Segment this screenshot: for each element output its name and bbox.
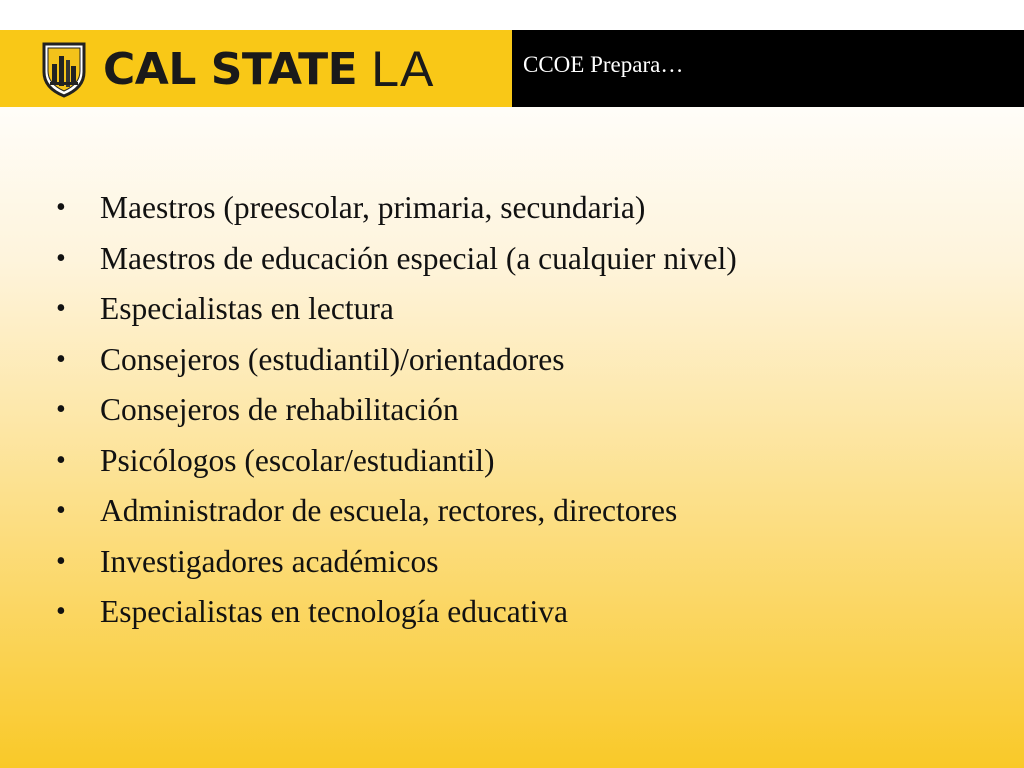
- bullet-text: Maestros de educación especial (a cualquier nivel): [100, 240, 737, 276]
- bullet-item: [56, 587, 737, 638]
- bullet-text: Maestros (preescolar, primaria, secundaria): [100, 190, 646, 225]
- title-bar: [512, 30, 1024, 107]
- bullet-item: [56, 284, 737, 335]
- brand-logo-primary: CAL STATE: [103, 43, 358, 95]
- bullet-item: [56, 537, 737, 588]
- bullet-marker: •: [56, 545, 66, 577]
- bullet-item: [56, 183, 737, 234]
- bullet-marker: •: [56, 596, 66, 627]
- slide-title: CCOE Prepara…: [523, 52, 684, 77]
- bullet-text: Administrador de escuela, rectores, directores: [100, 493, 678, 528]
- bullet-text: Especialistas en lectura: [100, 291, 394, 326]
- bullet-item: [56, 436, 737, 487]
- bullet-item: [56, 486, 737, 537]
- bullet-text: Consejeros (estudiantil)/orientadores: [100, 341, 565, 377]
- bullet-marker: •: [56, 293, 66, 324]
- bullet-marker: •: [56, 444, 66, 476]
- brand-banner: [0, 30, 512, 107]
- bullet-text: Especialistas en tecnología educativa: [100, 594, 568, 629]
- brand-logo-text: [103, 36, 434, 102]
- brand-logo-secondary: LA: [371, 41, 435, 97]
- bullet-text: Consejeros de rehabilitación: [100, 392, 459, 427]
- bullet-marker: •: [56, 495, 66, 526]
- bullet-marker: •: [56, 192, 66, 223]
- bullet-marker: •: [56, 394, 66, 425]
- university-seal-icon: [40, 38, 88, 98]
- bullet-list: [56, 183, 737, 638]
- slide-header: [0, 30, 1024, 107]
- bullet-text: Psicólogos (escolar/estudiantil): [100, 442, 495, 478]
- bullet-text: Investigadores académicos: [100, 543, 439, 579]
- bullet-item: [56, 385, 737, 436]
- bullet-item: [56, 335, 737, 386]
- bullet-marker: •: [56, 242, 66, 274]
- bullet-marker: •: [56, 343, 66, 375]
- bullet-item: [56, 234, 737, 285]
